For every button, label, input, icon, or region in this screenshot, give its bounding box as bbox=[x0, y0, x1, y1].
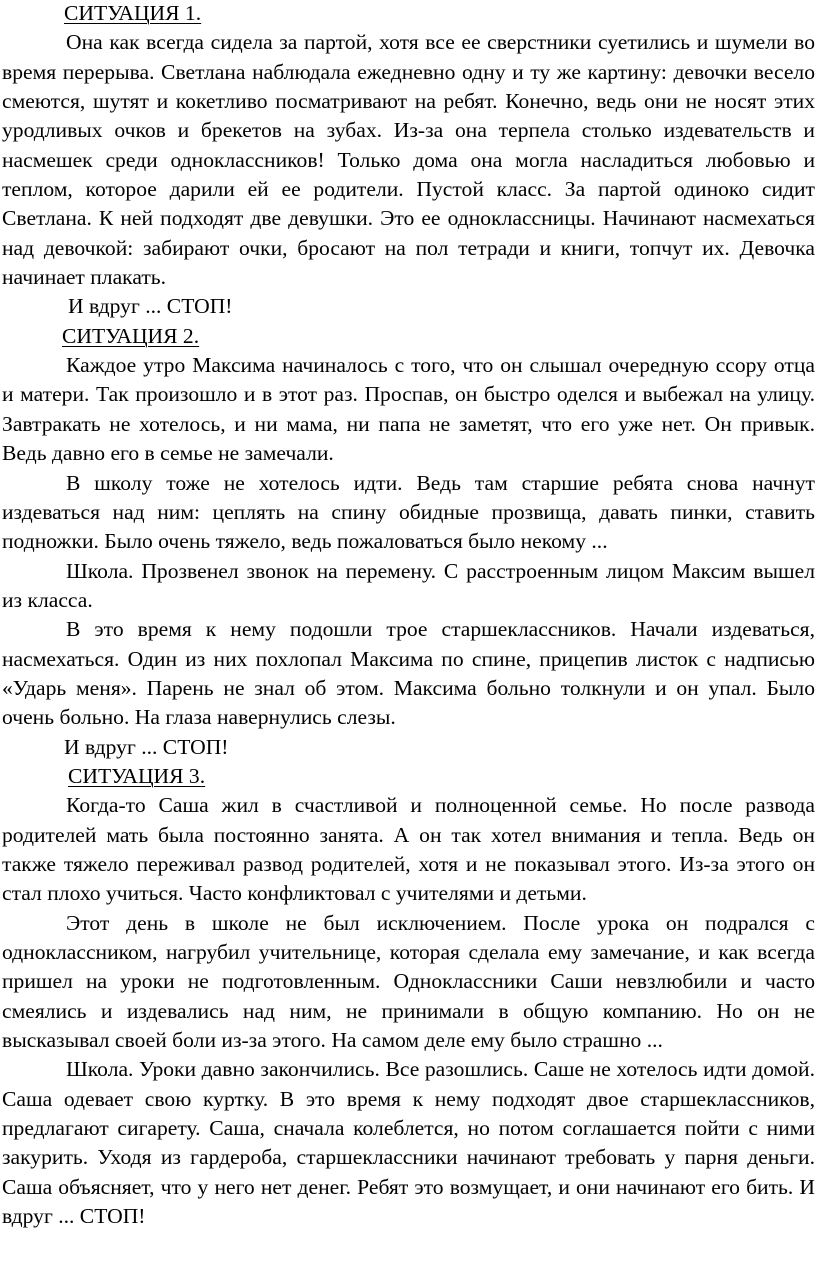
situation-2-paragraph-1: Каждое утро Максима начиналось с того, что он слышал очередную ссору отца и матери. Так произошло и в этот раз. Проспав, он быстро оделся и выбежал на улицу. Завтракать не хотелось, и ни мама, ни папа не заметят, что его уже нет. Он привык. Ведь давно его в семье не замечали. bbox=[2, 353, 815, 466]
situation-2-heading: СИТУАЦИЯ 2. bbox=[62, 323, 200, 348]
situation-2-paragraph-3: Школа. Прозвенел звонок на перемену. С расстроенным лицом Максим вышел из класса. bbox=[2, 558, 815, 612]
situation-2-paragraph-2: В школу тоже не хотелось идти. Ведь там старшие ребята снова начнут издеваться над ним: цеплять на спину обидные прозвища, давать пинки, ставить подножки. Было очень тяжело, ведь пожаловаться было некому ... bbox=[2, 470, 815, 554]
situation-1-stop: И вдруг ... СТОП! bbox=[68, 294, 233, 319]
situation-3-paragraph-2: Этот день в школе не был исключением. После урока он подрался с одноклассником, нагрубил учительнице, которая сделала ему замечание, и как всегда пришел на уроки не подготовленным. Одноклассники Саши невзлюбили и часто смеялись и издевались над ним, не принимали в общую компанию. Но он не высказывал своей боли из-за этого. На самом деле ему было страшно ... bbox=[2, 910, 815, 1053]
situation-3-heading: СИТУАЦИЯ 3. bbox=[68, 763, 206, 788]
situation-3-paragraph-1: Когда-то Саша жил в счастливой и полноценной семье. Но после развода родителей мать была постоянно занята. А он так хотел внимания и тепла. Ведь он также тяжело переживал развод родителей, хотя и не показывал этого. Из-за этого он стал плохо учиться. Часто конфликтовал с учителями и детьми. bbox=[2, 793, 815, 906]
situation-2-paragraph-4: В это время к нему подошли трое старшеклассников. Начали издеваться, насмехаться. Один из них похлопал Максима по спине, прицепив листок с надписью «Ударь меня». Парень не знал об этом. Максима больно толкнули и он упал. Было очень больно. На глаза навернулись слезы. bbox=[2, 617, 815, 730]
situation-1-paragraph-1: Она как всегда сидела за партой, хотя все ее сверстники суетились и шумели во время перерыва. Светлана наблюдала ежедневно одну и ту же картину: девочки весело смеются, шутят и кокетливо посматривают на ребят. Конечно, ведь они не носят этих уродливых очков и брекетов на зубах. Из-за она терпела столько издевательств и насмешек среди одноклассников! Только дома она могла насладиться любовью и теплом, которое дарили ей ее родители. Пустой класс. За партой одиноко сидит Светлана. К ней подходят две девушки. Это ее одноклассницы. Начинают насмехаться над девочкой: забирают очки, бросают на пол тетради и книги, топчут их. Девочка начинает плакать. bbox=[2, 30, 815, 290]
situation-1-heading: СИТУАЦИЯ 1. bbox=[64, 1, 202, 25]
situation-3-paragraph-3: Школа. Уроки давно закончились. Все разошлись. Саше не хотелось идти домой. Саша одевает свою куртку. В это время к нему подходят двое старшеклассников, предлагают сигарету. Саша, сначала колеблется, но потом соглашается пойти с ними закурить. Уходя из гардероба, старшеклассники начинают требовать у парня деньги. Саша объясняет, что у него нет денег. Ребят это возмущает, и они начинают его бить. И вдруг ... СТОП! bbox=[2, 1057, 815, 1229]
situation-2-stop: И вдруг ... СТОП! bbox=[64, 734, 229, 759]
